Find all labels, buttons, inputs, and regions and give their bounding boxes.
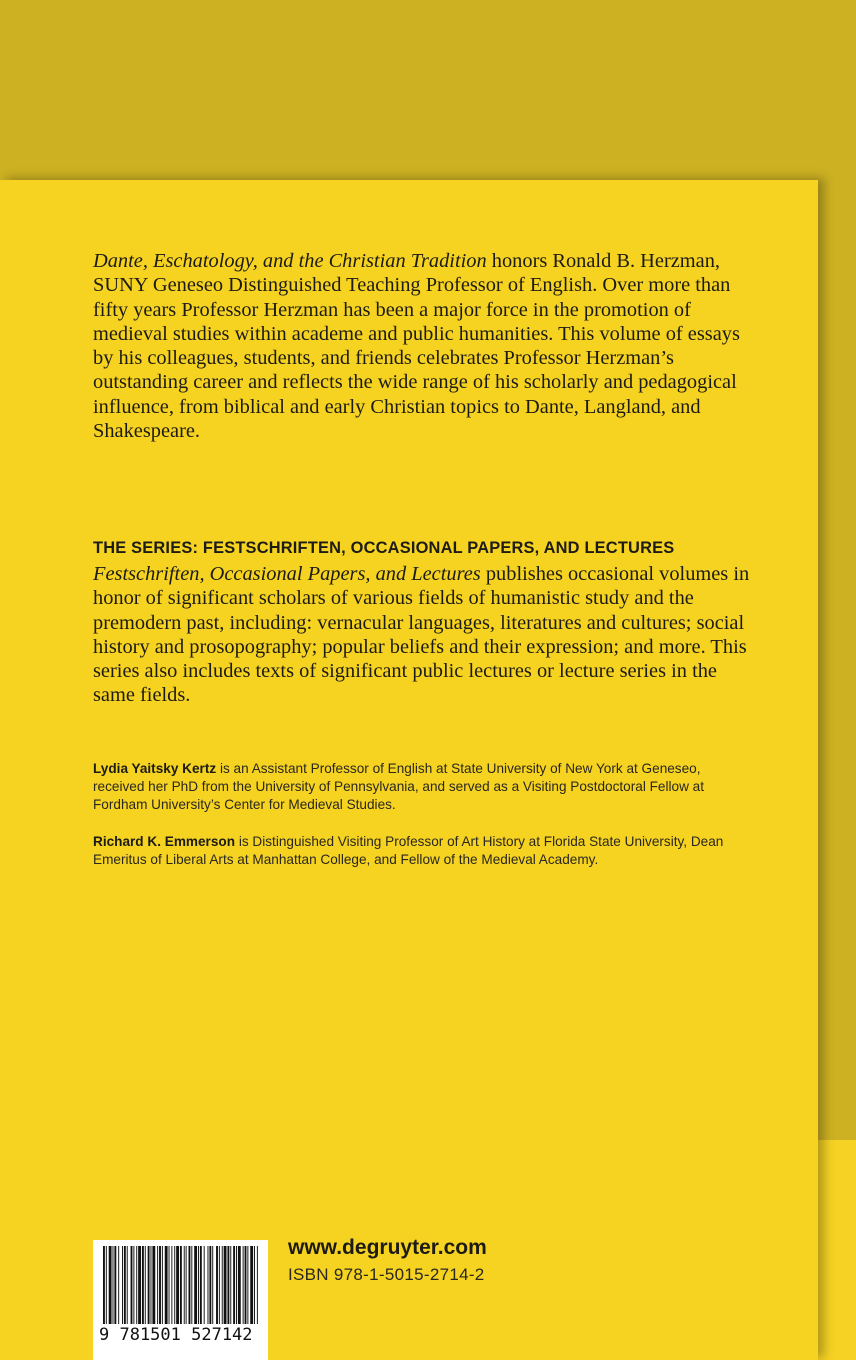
barcode-bar [127, 1246, 128, 1324]
barcode-icon [101, 1246, 260, 1326]
publisher-website[interactable]: www.degruyter.com [288, 1236, 487, 1259]
isbn-barcode [93, 1240, 268, 1360]
barcode-bar [103, 1246, 105, 1324]
barcode-bar [109, 1246, 112, 1324]
barcode-bar [238, 1246, 241, 1324]
barcode-bar [133, 1246, 134, 1324]
book-blurb [93, 249, 753, 443]
barcode-bar [157, 1246, 158, 1324]
barcode-bar [145, 1246, 146, 1324]
barcode-bar [189, 1246, 191, 1324]
barcode-bar [200, 1246, 202, 1324]
barcode-bar [243, 1246, 244, 1324]
series-body: publishes occasional volumes in honor of significant scholars of various fields of humanistic study and the premodern past, including: vernacular languages, literatures and cultures; social history and prosopography; popular beliefs and their expression; and more. This series also includes texts of significant public lectures or lecture series in the same fields. [93, 563, 750, 707]
barcode-bar [138, 1246, 141, 1324]
barcode-bar [142, 1246, 144, 1324]
barcode-bar [247, 1246, 248, 1324]
barcode-bar [148, 1246, 150, 1324]
barcode-bar [169, 1246, 170, 1324]
editor-bio-text: is an Assistant Professor of English at State University of New York at Geneseo, received her PhD from the University of Pennsylvania, and served as a Visiting Postdoctoral Fellow at Fordham University’s Center for Medieval Studies. [93, 761, 705, 813]
barcode-digits: 9 781501 527142 [99, 1325, 253, 1345]
barcode-bar [180, 1246, 182, 1324]
barcode-bar [194, 1246, 197, 1324]
barcode-bar [227, 1246, 229, 1324]
series-heading: THE SERIES: FESTSCHRIFTEN, OCCASIONAL PAPERS, AND LECTURES [93, 539, 675, 557]
barcode-bar [151, 1246, 152, 1324]
barcode-bar [184, 1246, 185, 1324]
barcode-bar [236, 1246, 237, 1324]
barcode-bar [113, 1246, 114, 1324]
barcode-bar [233, 1246, 235, 1324]
barcode-bar [212, 1246, 213, 1324]
editor-name: Lydia Yaitsky Kertz [93, 761, 217, 776]
barcode-bar [191, 1246, 192, 1324]
barcode-bar [136, 1246, 137, 1324]
series-section [93, 537, 753, 708]
book-title: Dante, Eschatology, and the Christian Tradition [93, 250, 487, 272]
barcode-bar [204, 1246, 205, 1324]
barcode-bar [224, 1246, 227, 1324]
barcode-bar [118, 1246, 119, 1324]
barcode-bar [245, 1246, 247, 1324]
barcode-bar [174, 1246, 175, 1324]
blurb-body: honors Ronald B. Herzman, SUNY Geneseo Distinguished Teaching Professor of English. Over more than fifty years Professor Herzman has been a major force in the promotion of medieval studies within academe and public humanities. This volume of essays by his colleagues, students, and friends celebrates Professor Herzman’s outstanding career and reflects the wide range of his scholarly and pedagogical influence, from biblical and early Christian topics to Dante, Langland, and Shakespeare. [93, 250, 740, 443]
editor-bio [93, 760, 743, 815]
barcode-bar [208, 1246, 209, 1324]
barcode-bar [222, 1246, 223, 1324]
barcode-bar [250, 1246, 253, 1324]
editor-bio [93, 833, 743, 869]
barcode-bar [106, 1246, 107, 1324]
barcode-bar [198, 1246, 199, 1324]
series-title: Festschriften, Occasional Papers, and Lectures [93, 563, 481, 585]
series-description [93, 562, 753, 708]
editor-name: Richard K. Emmerson [93, 834, 236, 849]
barcode-bar [162, 1246, 163, 1324]
barcode-bar [186, 1246, 187, 1324]
barcode-bar [171, 1246, 172, 1324]
editor-bio-text: is Distinguished Visiting Professor of Art History at Florida State University, Dean Emeritus of Liberal Arts at Manhattan College, and Fellow of the Medieval Academy. [93, 834, 724, 868]
barcode-bar [176, 1246, 179, 1324]
barcode-bar [257, 1246, 258, 1324]
barcode-bar [216, 1246, 218, 1324]
barcode-bar [254, 1246, 255, 1324]
side-strip [818, 1140, 856, 1360]
barcode-bar [219, 1246, 220, 1324]
barcode-bar [124, 1246, 126, 1324]
isbn-number: ISBN 978-1-5015-2714-2 [288, 1265, 485, 1284]
barcode-bar [131, 1246, 133, 1324]
barcode-bar [152, 1246, 155, 1324]
barcode-bar [209, 1246, 211, 1324]
barcode-bar [165, 1246, 168, 1324]
barcode-bar [122, 1246, 123, 1324]
barcode-bar [159, 1246, 161, 1324]
barcode-bar [114, 1246, 116, 1324]
barcode-bar [230, 1246, 231, 1324]
book-back-cover [0, 180, 818, 1360]
